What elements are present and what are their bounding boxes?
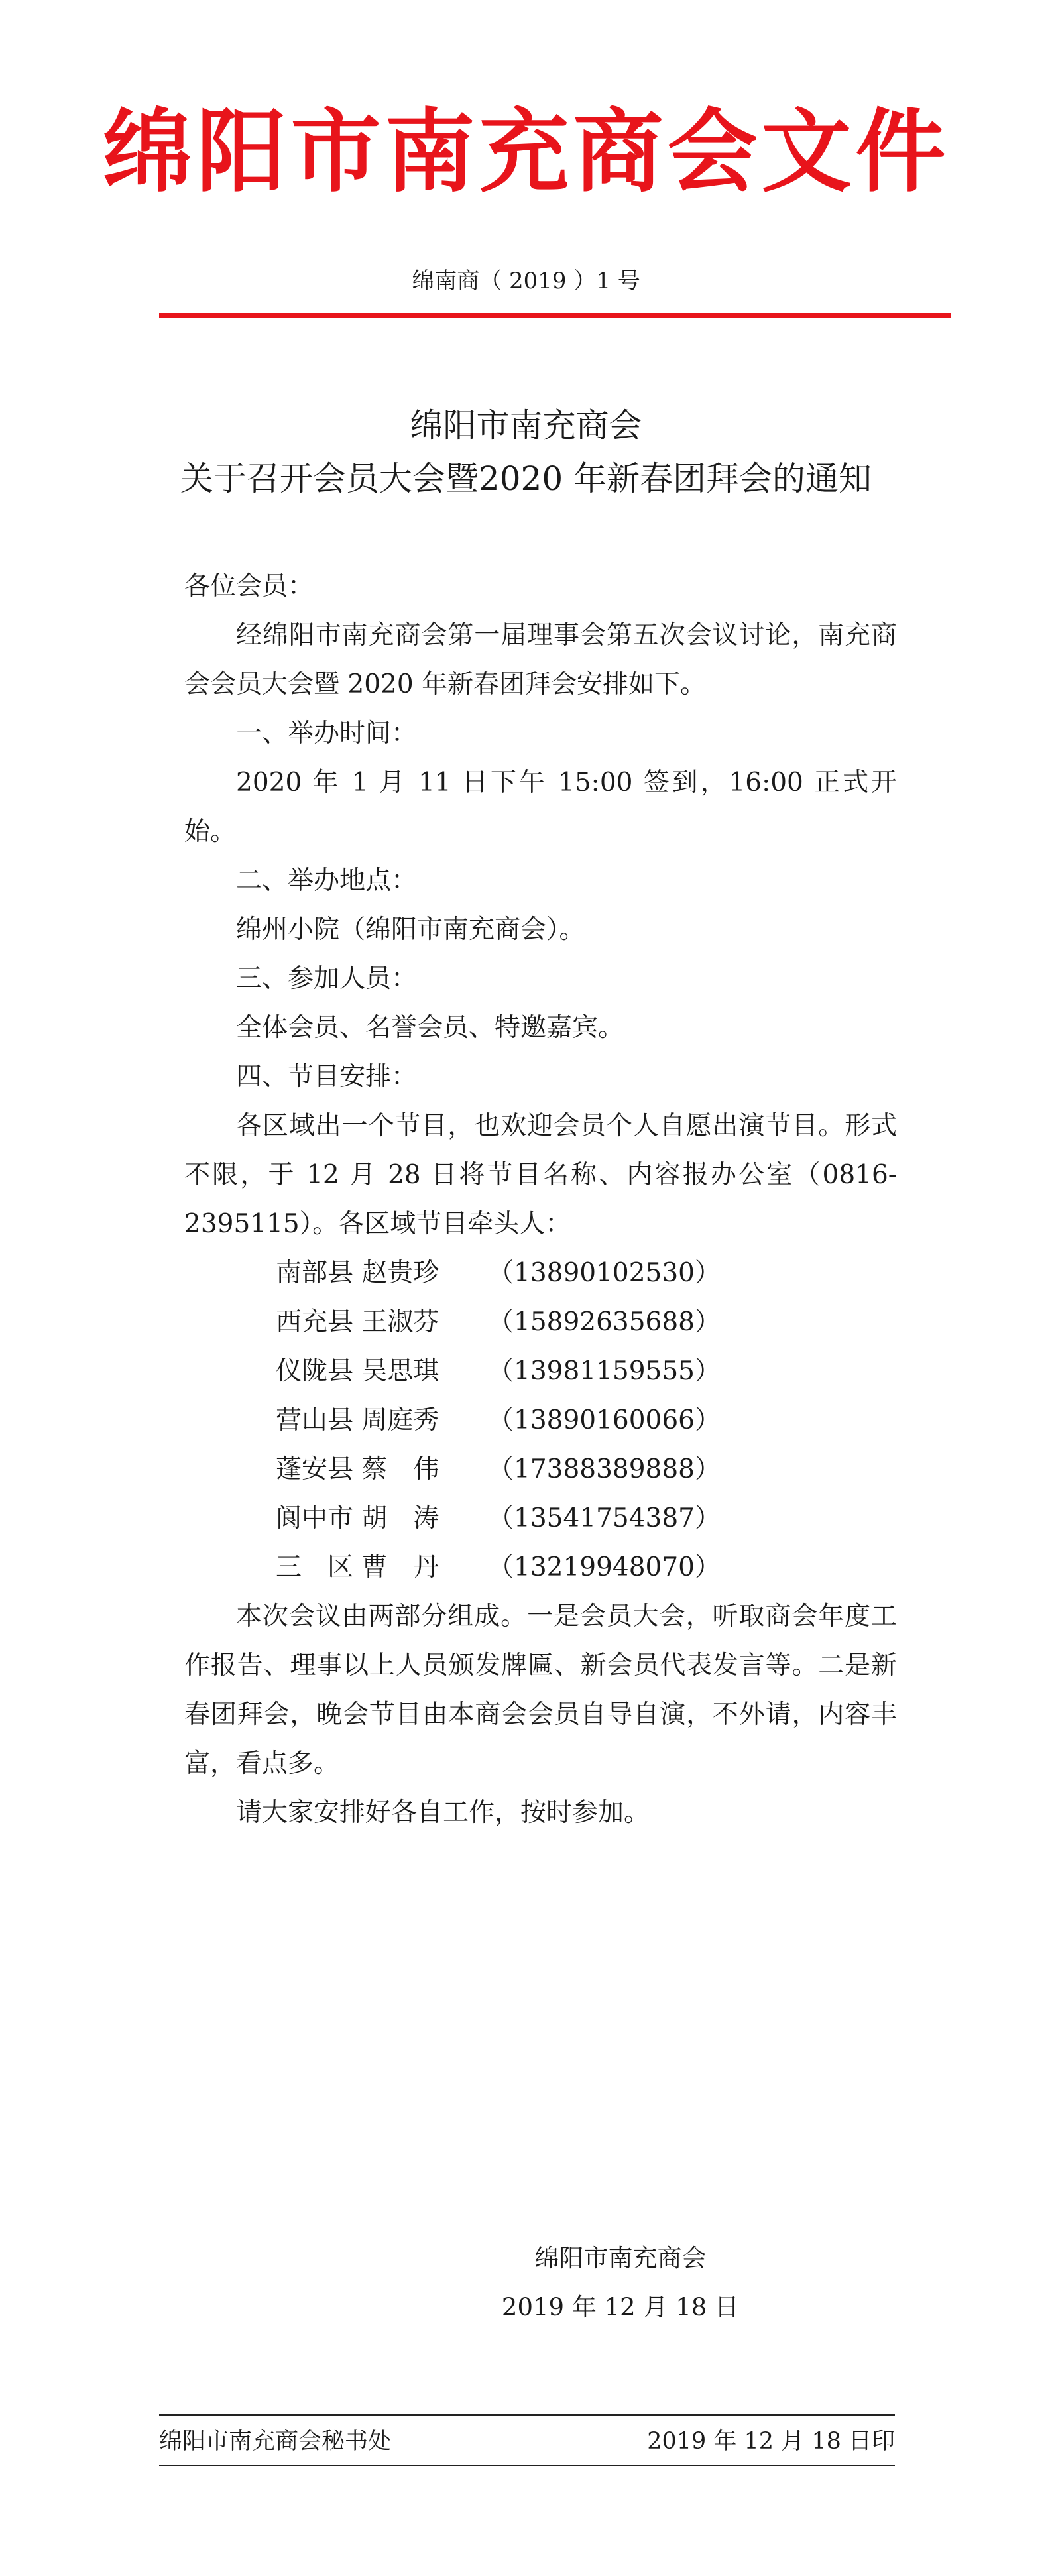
contact-phone: （13890102530） (488, 1258, 721, 1288)
section-venue-heading: 二、举办地点： (236, 866, 418, 896)
signature-org: 绵阳市南充商会 (534, 2244, 707, 2272)
section-time-text: 2020 年 1 月 11 日下午 15:00 签到，16:00 正式开始。 (184, 768, 897, 847)
contact-name: 南部县 赵贵珍 (276, 1258, 439, 1288)
contact-name: 三 区 曹 丹 (276, 1552, 439, 1582)
document-number: 绵南商（ 2019 ）1 号 (412, 268, 640, 294)
notice-body (184, 562, 897, 1838)
contact-phone: （13541754387） (488, 1503, 721, 1533)
contact-row (184, 1396, 897, 1445)
section-program-heading: 四、节目安排： (236, 1062, 418, 1092)
signature-block (0, 2234, 1052, 2332)
salutation: 各位会员： (184, 571, 314, 601)
contact-phone: （13890160066） (488, 1405, 721, 1435)
contact-row (184, 1249, 897, 1298)
closing-paragraph: 请大家安排好各自工作，按时参加。 (236, 1798, 650, 1828)
contact-row (184, 1298, 897, 1347)
contact-row (184, 1494, 897, 1543)
red-divider (159, 313, 951, 318)
contact-name: 营山县 周庭秀 (276, 1405, 439, 1435)
section-attendees-text: 全体会员、名誉会员、特邀嘉宾。 (236, 1013, 624, 1043)
section-venue-text: 绵州小院（绵阳市南充商会）。 (236, 915, 585, 945)
section-attendees-heading: 三、参加人员： (236, 964, 418, 994)
section-time-heading: 一、举办时间： (236, 719, 418, 748)
contact-phone: （15892635688） (488, 1307, 721, 1337)
contact-name: 仪陇县 吴思琪 (276, 1356, 439, 1386)
footer-top-rule (159, 2414, 895, 2416)
notice-title-line2: 关于召开会员大会暨2020 年新春团拜会的通知 (180, 459, 872, 498)
contact-phone: （17388389888） (488, 1454, 721, 1484)
contact-phone: （13219948070） (488, 1552, 721, 1582)
contact-name: 西充县 王淑芬 (276, 1307, 439, 1337)
signature-date: 2019 年 12 月 18 日 (501, 2293, 740, 2321)
intro-paragraph: 经绵阳市南充商会第一届理事会第五次会议讨论，南充商会会员大会暨 2020 年新春团拜会安排如下。 (184, 620, 897, 699)
notice-title-line1: 绵阳市南充商会 (410, 406, 642, 445)
masthead-title: 绵阳市南充商会文件 (102, 100, 950, 205)
section-program-text: 各区域出一个节目，也欢迎会员个人自愿出演节目。形式不限，于 12 月 28 日将节目名称、内容报办公室（0816-2395115）。各区域节目牵头人： (184, 1111, 897, 1239)
contact-name: 蓬安县 蔡 伟 (276, 1454, 439, 1484)
contact-row (184, 1347, 897, 1396)
contact-row (184, 1445, 897, 1494)
contact-name: 阆中市 胡 涛 (276, 1503, 439, 1533)
footer-bottom-rule (159, 2465, 895, 2466)
meeting-paragraph: 本次会议由两部分组成。一是会员大会，听取商会年度工作报告、理事以上人员颁发牌匾、新会员代表发言等。二是新春团拜会，晚会节目由本商会会员自导自演，不外请，内容丰富，看点多。 (184, 1602, 897, 1779)
footer-issuer: 绵阳市南充商会秘书处 (159, 2428, 392, 2455)
footer-print-date: 2019 年 12 月 18 日印 (647, 2428, 895, 2455)
contact-row (184, 1543, 897, 1592)
contact-phone: （13981159555） (488, 1356, 721, 1386)
